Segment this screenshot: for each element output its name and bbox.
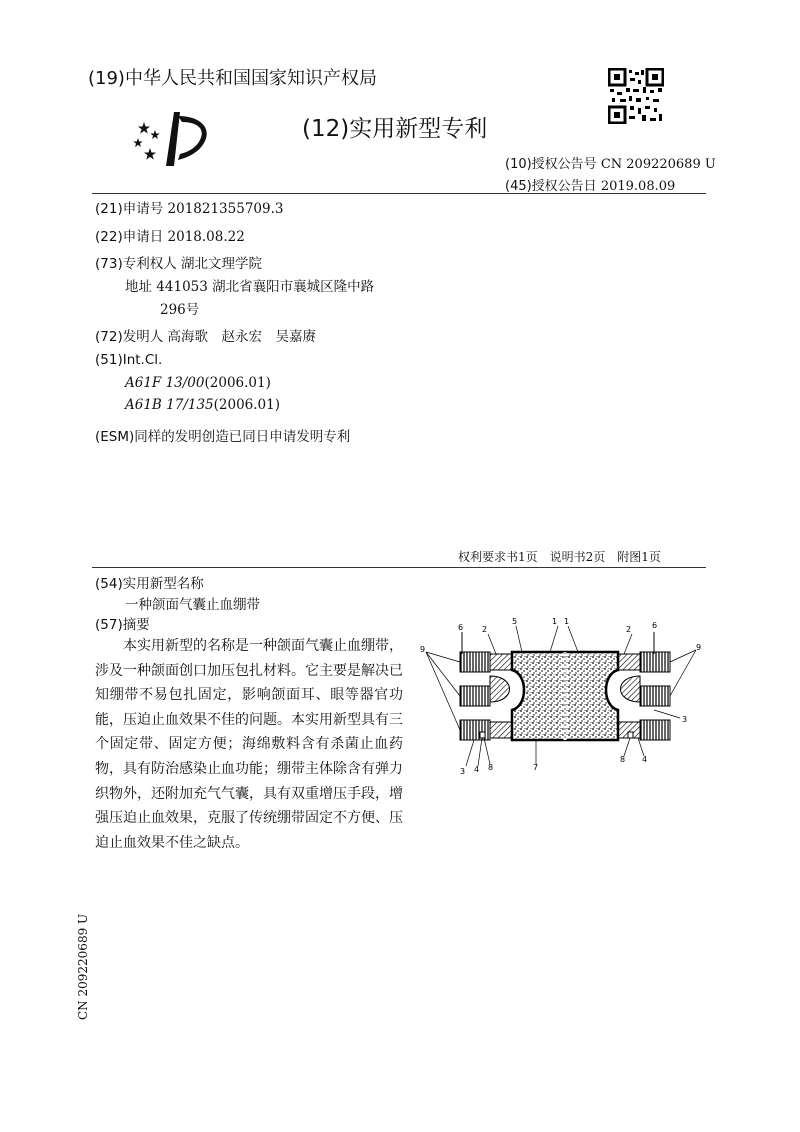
ipc-row-2 <box>125 397 280 413</box>
address-label: 地址 <box>125 279 152 295</box>
patentee-label: (73)专利权人 <box>95 256 177 272</box>
callout-3-left: 3 <box>460 767 466 774</box>
inventors-label: (72)发明人 <box>95 329 164 345</box>
callout-1b: 1 <box>564 617 570 626</box>
publication-date: 2019.08.09 <box>600 179 676 194</box>
qr-code <box>608 68 664 124</box>
bandage-figure <box>418 614 708 774</box>
header-divider <box>92 193 706 194</box>
patentee: 湖北文理学院 <box>181 256 263 272</box>
publication-number: CN 209220689 U <box>600 157 716 172</box>
callout-2-right: 2 <box>626 625 632 634</box>
ipc-code-2: A61B 17/135 <box>125 397 214 413</box>
application-number: 201821355709.3 <box>167 201 284 217</box>
publication-number-row <box>505 153 716 172</box>
application-number-row <box>95 197 283 217</box>
page-count-info: 权利要求书1页 说明书2页 附图1页 <box>458 550 661 564</box>
address-row <box>125 275 374 295</box>
callout-9-right: 9 <box>696 643 702 652</box>
abstract-label: (57)摘要 <box>95 617 150 633</box>
callout-4-right: 4 <box>642 755 648 764</box>
filing-date: 2018.08.22 <box>167 229 245 245</box>
application-number-label: (21)申请号 <box>95 201 164 217</box>
abstract-text: 本实用新型的名称是一种颌面气囊止血绷带，涉及一种颌面创口加压包扎材料。它主要是解决已知绷带不易包扎固定，影响颌面耳、眼等器官功能，压迫止血效果不佳的问题。本实用新型具有三个固定带、固定方便；海绵敷料含有杀菌止血药物，具有防治感染止血功能；绷带主体除含有弹力织物外，还附加充气气囊，具有双重增压手段，增强压迫止血效果，克服了传统绷带固定不方便、压迫止血效果不佳之缺点。 <box>95 638 403 851</box>
filing-date-label: (22)申请日 <box>95 229 164 245</box>
abstract-body <box>95 634 403 855</box>
ipc-version-2: (2006.01) <box>213 397 281 413</box>
publication-number-label: (10)授权公告号 <box>505 157 597 172</box>
title-label: (54)实用新型名称 <box>95 576 204 592</box>
ipc-label: (51)Int.Cl. <box>95 352 163 368</box>
section-divider <box>92 567 706 568</box>
office-name: (19)中华人民共和国国家知识产权局 <box>88 68 377 89</box>
callout-3-right: 3 <box>682 715 688 724</box>
inventors: 高海歌 赵永宏 吴嘉赓 <box>167 329 317 345</box>
callout-6-right: 6 <box>652 621 658 630</box>
callout-6-left: 6 <box>458 623 464 632</box>
callout-2-left: 2 <box>482 625 488 634</box>
left-strap-top <box>460 652 512 672</box>
ipc-row-1 <box>125 375 271 391</box>
callout-5: 5 <box>512 617 518 626</box>
patentee-row <box>95 252 262 272</box>
filing-date-row <box>95 225 245 245</box>
callout-7: 7 <box>533 763 539 772</box>
address-line1: 441053 湖北省襄阳市襄城区隆中路 <box>156 279 375 295</box>
callout-9-left: 9 <box>420 645 426 654</box>
callout-8-right: 8 <box>620 755 626 764</box>
address-line2: 296号 <box>160 302 200 318</box>
document-type: (12)实用新型专利 <box>302 116 488 142</box>
callout-4-left: 4 <box>474 765 480 774</box>
side-publication-code: CN 209220689 U <box>76 913 90 1020</box>
publication-date-row <box>505 175 675 194</box>
callout-1a: 1 <box>552 617 558 626</box>
utility-model-title: 一种颌面气囊止血绷带 <box>125 597 260 613</box>
ipc-version-1: (2006.01) <box>204 375 271 391</box>
esm-note: (ESM)同样的发明创造已同日申请发明专利 <box>95 429 351 445</box>
callout-8-left: 8 <box>488 763 494 772</box>
inventors-row <box>95 325 316 345</box>
publication-date-label: (45)授权公告日 <box>505 179 597 194</box>
ipc-code-1: A61F 13/00 <box>125 375 205 391</box>
cnipa-logo <box>130 108 220 168</box>
